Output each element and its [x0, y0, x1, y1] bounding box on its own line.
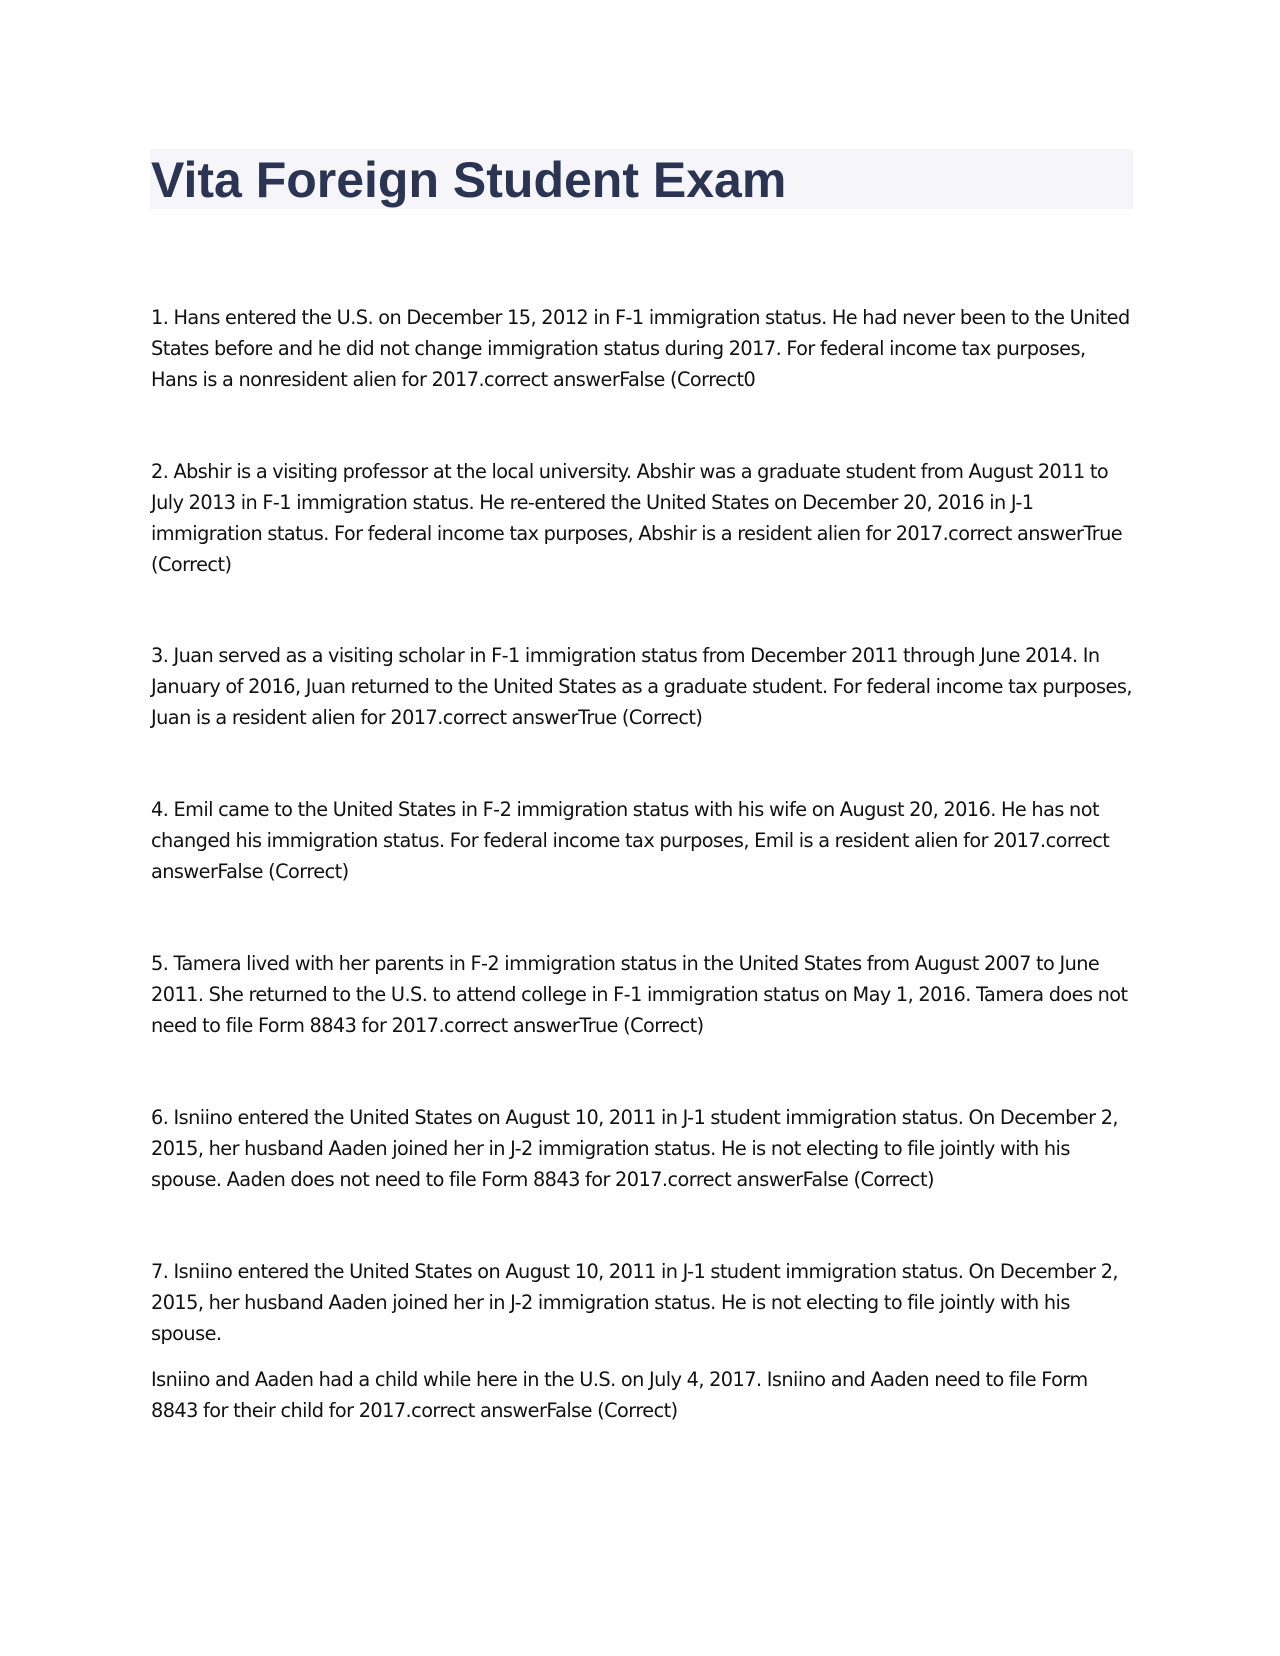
question-1: 1. Hans entered the U.S. on December 15, 2012 in F-1 immigration status. He had never been to the United States before and he did not change immigration status during 2017. For federal income tax purposes, Hans is a nonresident alien for 2017.correct answerFalse (Correct0	[151, 306, 1130, 391]
question-6: 6. Isniino entered the United States on August 10, 2011 in J-1 student immigration status. On December 2, 2015, her husband Aaden joined her in J-2 immigration status. He is not electing to file jointly with his spouse. Aaden does not need to file Form 8843 for 2017.correct answerFalse (Correct)	[151, 1106, 1118, 1191]
question-5: 5. Tamera lived with her parents in F-2 immigration status in the United States from August 2007 to June 2011. She returned to the U.S. to attend college in F-1 immigration status on May 1, 2016. Tamera does not need to file Form 8843 for 2017.correct answerTrue (Correct)	[151, 952, 1128, 1037]
question-7: 7. Isniino entered the United States on August 10, 2011 in J-1 student immigration status. On December 2, 2015, her husband Aaden joined her in J-2 immigration status. He is not electing to file jointly with his spouse.	[151, 1260, 1118, 1345]
document-title: Vita Foreign Student Exam	[151, 152, 787, 208]
question-7-continuation: Isniino and Aaden had a child while here in the U.S. on July 4, 2017. Isniino and Aaden need to file Form 8843 for their child for 2017.correct answerFalse (Correct)	[151, 1368, 1088, 1422]
question-4: 4. Emil came to the United States in F-2 immigration status with his wife on August 20, 2016. He has not changed his immigration status. For federal income tax purposes, Emil is a resident alien for 2017.correct answerFalse (Correct)	[151, 798, 1110, 883]
question-3: 3. Juan served as a visiting scholar in F-1 immigration status from December 2011 through June 2014. In January of 2016, Juan returned to the United States as a graduate student. For federal income tax purposes, Juan is a resident alien for 2017.correct answerTrue (Correct)	[151, 644, 1132, 729]
question-2: 2. Abshir is a visiting professor at the local university. Abshir was a graduate student from August 2011 to July 2013 in F-1 immigration status. He re-entered the United States on December 20, 2016 in J-1 immigration status. For federal income tax purposes, Abshir is a resident alien for 2017.correct answerTrue (Correct)	[151, 460, 1123, 576]
